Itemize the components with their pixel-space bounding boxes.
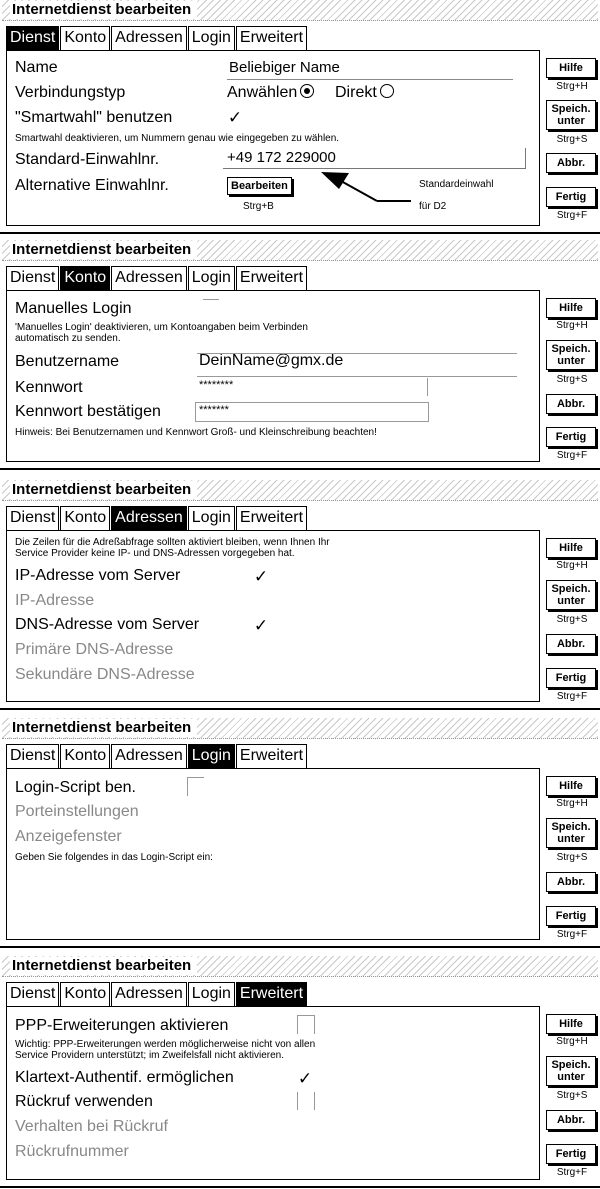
- help-button[interactable]: Hilfe: [546, 298, 596, 318]
- tab-adressen[interactable]: Adressen: [111, 744, 187, 768]
- help-button[interactable]: Hilfe: [546, 1014, 596, 1034]
- save-as-label-2: unter: [557, 355, 585, 367]
- window-title: Internetdienst bearbeiten: [10, 719, 197, 737]
- manual-login-hint-1: 'Manuelles Login' deaktivieren, um Kontoangaben beim Verbinden: [15, 322, 308, 333]
- annotation-text-2: für D2: [419, 201, 447, 212]
- primary-dns-label: Primäre DNS-Adresse: [15, 641, 174, 658]
- login-script-label: Login-Script ben.: [15, 779, 136, 796]
- standard-dial-field[interactable]: [223, 148, 526, 169]
- tab-dienst[interactable]: Dienst: [6, 744, 59, 768]
- manual-login-label: Manuelles Login: [15, 300, 132, 317]
- tab-erweitert[interactable]: Erweitert: [236, 506, 307, 530]
- title-bar: [2, 718, 598, 739]
- save-as-label-2: unter: [557, 115, 585, 127]
- tab-erweitert[interactable]: Erweitert: [236, 982, 307, 1006]
- cancel-button[interactable]: Abbr.: [546, 153, 596, 173]
- direct-radio-option[interactable]: [335, 84, 394, 102]
- tab-dienst[interactable]: Dienst: [6, 506, 59, 530]
- done-button[interactable]: Fertig: [546, 427, 596, 447]
- display-window-label: Anzeigefenster: [15, 828, 122, 845]
- direct-radio[interactable]: [380, 84, 394, 98]
- standard-dial-value: +49 172 229000: [227, 149, 336, 166]
- annotation-text-1: Standardeinwahl: [419, 179, 494, 190]
- smartwahl-checkbox[interactable]: ✓: [227, 108, 243, 127]
- save-as-label-2: unter: [557, 833, 585, 845]
- ip-address-label: IP-Adresse: [15, 592, 95, 609]
- panel-erweitert: [0, 952, 600, 1188]
- tab-dienst[interactable]: Dienst: [6, 26, 59, 50]
- tab-dienst[interactable]: Dienst: [6, 266, 59, 290]
- done-shortcut: Strg+F: [556, 1167, 588, 1178]
- save-as-shortcut: Strg+S: [556, 852, 588, 863]
- help-shortcut: Strg+H: [556, 320, 588, 331]
- name-field[interactable]: Beliebiger Name: [229, 59, 340, 76]
- login-script-checkbox[interactable]: [187, 777, 204, 796]
- callback-behavior-label: Verhalten bei Rückruf: [15, 1118, 168, 1135]
- help-button[interactable]: Hilfe: [546, 538, 596, 558]
- password-confirm-label: Kennwort bestätigen: [15, 403, 161, 420]
- username-field[interactable]: DeinName@gmx.de: [199, 352, 344, 369]
- ppp-extensions-checkbox[interactable]: [297, 1015, 315, 1034]
- tab-erweitert[interactable]: Erweitert: [236, 744, 307, 768]
- tab-bar: [6, 982, 308, 1006]
- password-confirm-field[interactable]: [195, 402, 429, 422]
- password-field[interactable]: ********: [199, 379, 234, 391]
- smartwahl-hint: Smartwahl deaktivieren, um Nummern genau wie eingegeben zu wählen.: [15, 133, 340, 144]
- tab-adressen[interactable]: Adressen: [111, 506, 187, 530]
- tab-bar: [6, 506, 308, 530]
- save-as-button[interactable]: [546, 818, 596, 848]
- tab-bar: [6, 26, 308, 50]
- tab-content: [6, 768, 540, 940]
- annotation-arrow: [315, 169, 415, 205]
- tab-konto[interactable]: Konto: [60, 982, 110, 1006]
- callback-label: Rückruf verwenden: [15, 1093, 153, 1110]
- manual-login-hint-2: automatisch zu senden.: [15, 333, 121, 344]
- port-settings-label: Porteinstellungen: [15, 803, 139, 820]
- save-as-label-1: Speich.: [551, 343, 591, 355]
- ppp-hint-2: Service Providern unterstützt; im Zweifelsfall nicht aktivieren.: [15, 1050, 284, 1061]
- title-bar: [2, 240, 598, 261]
- manual-login-checkbox[interactable]: [203, 299, 219, 318]
- password-field-line: [197, 376, 517, 378]
- smartwahl-label: "Smartwahl" benutzen: [15, 109, 173, 126]
- tab-bar: [6, 744, 308, 768]
- help-button[interactable]: Hilfe: [546, 58, 596, 78]
- done-button[interactable]: Fertig: [546, 1144, 596, 1164]
- cancel-button[interactable]: Abbr.: [546, 1110, 596, 1130]
- tab-bar: [6, 266, 308, 290]
- name-field-underline: [227, 78, 513, 80]
- edit-shortcut-hint: Strg+B: [243, 201, 274, 212]
- alt-dial-label: Alternative Einwahlnr.: [15, 177, 169, 194]
- tab-content: [6, 50, 540, 226]
- done-shortcut: Strg+F: [556, 210, 588, 221]
- dial-radio-label: Anwählen: [227, 84, 298, 101]
- direct-radio-label: Direkt: [335, 84, 377, 101]
- save-as-shortcut: Strg+S: [556, 374, 588, 385]
- tab-konto[interactable]: Konto: [60, 744, 110, 768]
- cleartext-auth-checkbox[interactable]: ✓: [297, 1069, 313, 1088]
- tab-erweitert[interactable]: Erweitert: [236, 266, 307, 290]
- tab-login[interactable]: Login: [188, 26, 235, 50]
- tab-content: [6, 290, 540, 462]
- window-title: Internetdienst bearbeiten: [10, 241, 197, 259]
- tab-konto[interactable]: Konto: [60, 26, 110, 50]
- cancel-button[interactable]: Abbr.: [546, 634, 596, 654]
- edit-button[interactable]: Bearbeiten: [227, 177, 292, 195]
- ppp-extensions-label: PPP-Erweiterungen aktivieren: [15, 1017, 229, 1034]
- username-label: Benutzername: [15, 353, 120, 370]
- title-bar: [2, 0, 598, 21]
- cancel-button[interactable]: Abbr.: [546, 394, 596, 414]
- name-label: Name: [15, 59, 58, 76]
- window-title: Internetdienst bearbeiten: [10, 957, 197, 975]
- cancel-button[interactable]: Abbr.: [546, 872, 596, 892]
- address-hint-2: Service Provider keine IP- und DNS-Adressen vorgegeben hat.: [15, 548, 295, 559]
- dns-from-server-checkbox[interactable]: ✓: [253, 616, 269, 635]
- ip-from-server-checkbox[interactable]: ✓: [253, 567, 269, 586]
- help-button[interactable]: Hilfe: [546, 776, 596, 796]
- password-confirm-value: *******: [199, 404, 229, 416]
- save-as-shortcut: Strg+S: [556, 614, 588, 625]
- address-hint-1: Die Zeilen für die Adreßabfrage sollten aktiviert bleiben, wenn Ihnen Ihr: [15, 537, 330, 548]
- save-as-label-1: Speich.: [551, 103, 591, 115]
- title-bar: [2, 956, 598, 977]
- done-shortcut: Strg+F: [556, 929, 588, 940]
- dns-from-server-label: DNS-Adresse vom Server: [15, 616, 200, 633]
- tab-content: [6, 530, 540, 702]
- save-as-label-2: unter: [557, 1071, 585, 1083]
- tab-login[interactable]: Login: [188, 982, 235, 1006]
- password-field-edge: [427, 378, 428, 396]
- tab-konto[interactable]: Konto: [60, 266, 110, 290]
- connection-type-label: Verbindungstyp: [15, 84, 126, 101]
- save-as-button[interactable]: [546, 100, 596, 130]
- panel-konto: [0, 238, 600, 470]
- save-as-shortcut: Strg+S: [556, 1090, 588, 1101]
- tab-konto[interactable]: Konto: [60, 506, 110, 530]
- help-shortcut: Strg+H: [556, 81, 588, 92]
- dial-radio[interactable]: [300, 84, 314, 98]
- login-script-hint: Geben Sie folgendes in das Login-Script ein:: [15, 852, 213, 863]
- save-as-button[interactable]: [546, 1056, 596, 1086]
- panel-login: [0, 714, 600, 948]
- tab-adressen[interactable]: Adressen: [111, 266, 187, 290]
- save-as-shortcut: Strg+S: [556, 134, 588, 145]
- help-shortcut: Strg+H: [556, 1036, 588, 1047]
- done-button[interactable]: Fertig: [546, 668, 596, 688]
- window-title: Internetdienst bearbeiten: [10, 481, 197, 499]
- secondary-dns-label: Sekundäre DNS-Adresse: [15, 666, 195, 683]
- callback-number-label: Rückrufnummer: [15, 1143, 129, 1160]
- title-bar: [2, 480, 598, 501]
- ip-from-server-label: IP-Adresse vom Server: [15, 567, 181, 584]
- ppp-hint-1: Wichtig: PPP-Erweiterungen werden möglicherweise nicht von allen: [15, 1039, 316, 1050]
- tab-dienst[interactable]: Dienst: [6, 982, 59, 1006]
- save-as-button[interactable]: [546, 340, 596, 370]
- callback-checkbox[interactable]: [297, 1092, 315, 1110]
- save-as-button[interactable]: [546, 580, 596, 610]
- username-field-line: [197, 353, 517, 355]
- help-shortcut: Strg+H: [556, 560, 588, 571]
- dial-radio-option[interactable]: [227, 84, 314, 102]
- case-sensitivity-note: Hinweis: Bei Benutzernamen und Kennwort Groß- und Kleinschreibung beachten!: [15, 427, 377, 438]
- panel-adressen: [0, 476, 600, 710]
- save-as-label-2: unter: [557, 595, 585, 607]
- done-shortcut: Strg+F: [556, 450, 588, 461]
- help-shortcut: Strg+H: [556, 798, 588, 809]
- tab-adressen[interactable]: Adressen: [111, 26, 187, 50]
- tab-adressen[interactable]: Adressen: [111, 982, 187, 1006]
- password-label: Kennwort: [15, 379, 83, 396]
- panel-dienst: [0, 0, 600, 234]
- standard-dial-label: Standard-Einwahlnr.: [15, 151, 160, 168]
- window-title: Internetdienst bearbeiten: [10, 1, 197, 19]
- done-shortcut: Strg+F: [556, 691, 588, 702]
- save-as-label-1: Speich.: [551, 1059, 591, 1071]
- save-as-label-1: Speich.: [551, 821, 591, 833]
- tab-content: [6, 1006, 540, 1180]
- cleartext-auth-label: Klartext-Authentif. ermöglichen: [15, 1069, 234, 1086]
- done-button[interactable]: Fertig: [546, 187, 596, 207]
- tab-login[interactable]: Login: [188, 506, 235, 530]
- done-button[interactable]: Fertig: [546, 906, 596, 926]
- tab-erweitert[interactable]: Erweitert: [236, 26, 307, 50]
- tab-login[interactable]: Login: [188, 744, 235, 768]
- save-as-label-1: Speich.: [551, 583, 591, 595]
- tab-login[interactable]: Login: [188, 266, 235, 290]
